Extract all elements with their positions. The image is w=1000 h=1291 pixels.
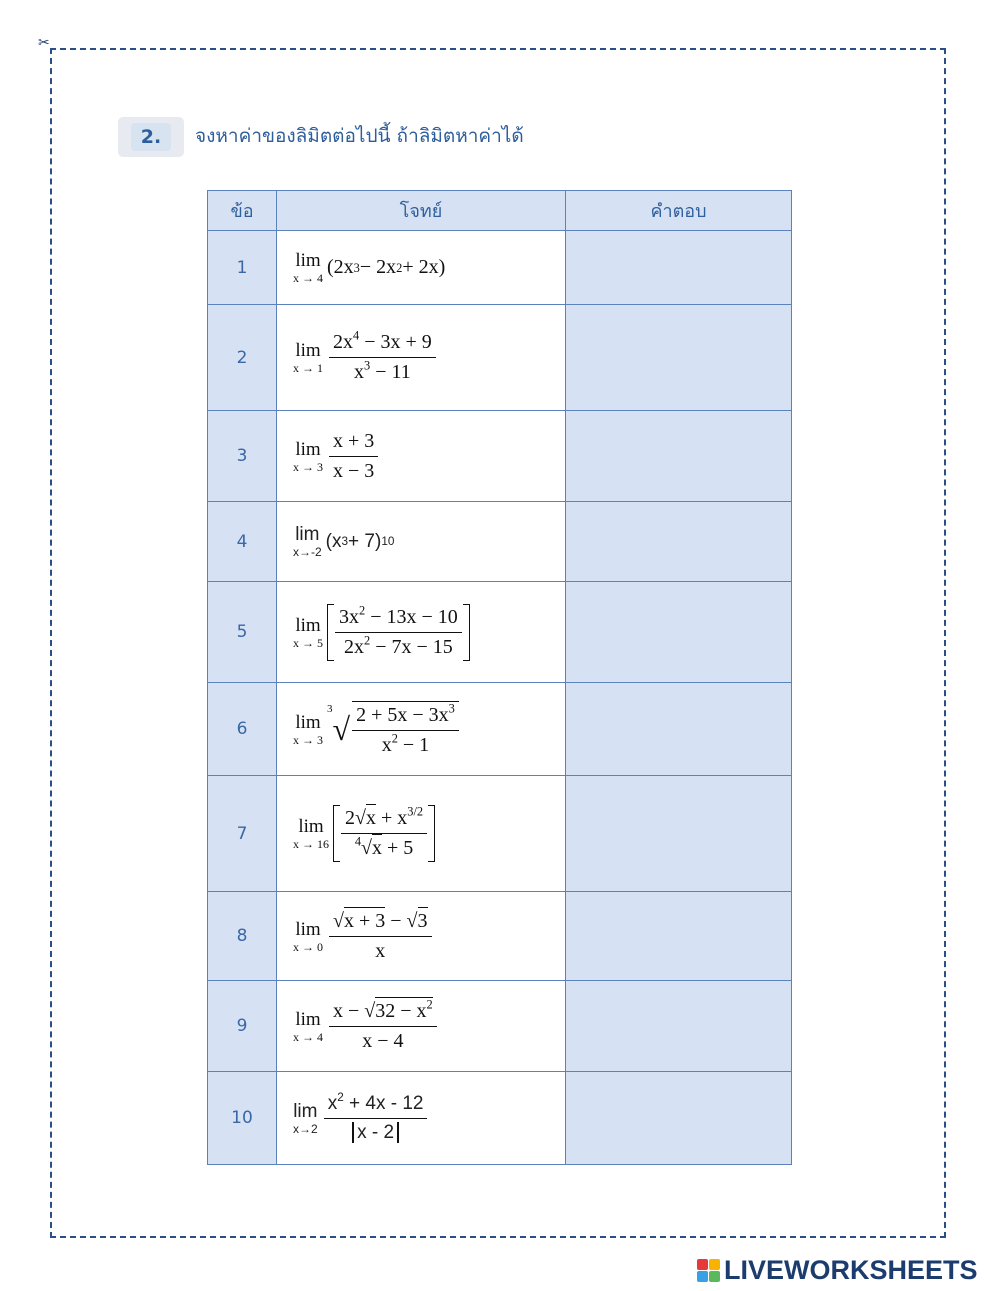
answer-cell[interactable] (566, 305, 792, 411)
answer-cell[interactable] (566, 1072, 792, 1165)
row-number: 9 (208, 981, 277, 1072)
table-row (208, 502, 792, 582)
logo-square-yellow (709, 1259, 720, 1270)
limit-expression: lim x → 3 3 √ $\frac{2 + 5x - 3x^3}{x^2 - 1}$ (293, 701, 461, 757)
question-instruction: จงหาค่าของลิมิตต่อไปนี้ ถ้าลิมิตหาค่าได้ (195, 125, 524, 147)
row-number: 8 (208, 892, 277, 981)
row-number: 6 (208, 683, 277, 776)
answer-cell[interactable] (566, 582, 792, 683)
table-row (208, 776, 792, 892)
logo-square-red (697, 1259, 708, 1270)
scissors-icon: ✂ (38, 35, 50, 51)
row-number: 3 (208, 411, 277, 502)
liveworksheets-logo-text: LIVEWORKSHEETS (724, 1254, 978, 1285)
problem-8 (277, 892, 566, 981)
answer-cell[interactable] (566, 502, 792, 582)
liveworksheets-logo-icon (697, 1259, 720, 1282)
limit-expression: lim x → 5 $\frac{3x^2 - 13x - 10}{2x^2 - 7x - 15}$ (293, 604, 470, 661)
row-number: 7 (208, 776, 277, 892)
limit-expression: lim x → 4 (2x 3 − 2x 2 + 2x) (293, 250, 446, 285)
liveworksheets-logo[interactable] (697, 1255, 978, 1285)
problem-6 (277, 683, 566, 776)
limit-expression: lim x → 0 $\frac{√x + 3 - √3}{x}$ (293, 910, 434, 963)
answer-cell[interactable] (566, 231, 792, 305)
logo-square-blue (697, 1271, 708, 1282)
table-row (208, 981, 792, 1072)
limit-expression: lim x→2 $\frac{x^2 + 4x - 12}{x - 2}$ (293, 1093, 429, 1144)
logo-square-green (709, 1271, 720, 1282)
answer-cell[interactable] (566, 981, 792, 1072)
limits-table (207, 190, 792, 1165)
problem-10 (277, 1072, 566, 1165)
problem-3 (277, 411, 566, 502)
header-problem: โจทย์ (277, 191, 566, 231)
answer-cell[interactable] (566, 892, 792, 981)
header-answer: คำตอบ (566, 191, 792, 231)
table-header-row (208, 191, 792, 231)
table-row (208, 231, 792, 305)
limit-expression: lim x → 4 $\frac{x - √32 - x^2}{x - 4}$ (293, 1000, 439, 1053)
answer-cell[interactable] (566, 411, 792, 502)
table-row (208, 1072, 792, 1165)
answer-cell[interactable] (566, 683, 792, 776)
limit-expression: lim x → 16 $\frac{2√x + x^{3/2}}{^4√x + 5}$ (293, 805, 435, 862)
answer-cell[interactable] (566, 776, 792, 892)
row-number: 4 (208, 502, 277, 582)
question-number-badge (118, 117, 184, 157)
limit-expression: lim x→-2 (x 3 + 7) 10 (293, 524, 395, 559)
row-number: 5 (208, 582, 277, 683)
problem-1 (277, 231, 566, 305)
row-number: 10 (208, 1072, 277, 1165)
problem-5 (277, 582, 566, 683)
problem-7 (277, 776, 566, 892)
problem-9 (277, 981, 566, 1072)
row-number: 2 (208, 305, 277, 411)
row-number: 1 (208, 231, 277, 305)
header-no: ข้อ (208, 191, 277, 231)
question-number: 2. (131, 123, 171, 151)
table-row (208, 892, 792, 981)
problem-4 (277, 502, 566, 582)
table-row (208, 411, 792, 502)
limit-expression: lim x → 1 $\frac{2x^4 - 3x + 9}{x^3 - 11}$ (293, 331, 438, 384)
table-row (208, 582, 792, 683)
problem-2 (277, 305, 566, 411)
limit-expression: lim x → 3 $\frac{x + 3}{x - 3}$ (293, 430, 380, 483)
table-row (208, 305, 792, 411)
table-row (208, 683, 792, 776)
